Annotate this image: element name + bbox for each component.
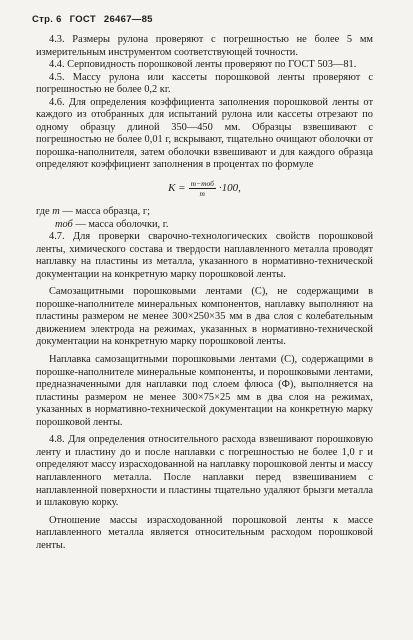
- paragraph-4-7-self-shielded: Самозащитными порошковыми лентами (С), не содержащими в порошке-наполнителе минеральных компонентов, наплавку выполняют на пластины размером не менее 300×250×35 мм в два слоя с колебательным движением электрода на режимах, указанных в нормативно-технической документации на конкретную марку порошковой ленты.: [36, 286, 373, 348]
- where-m-description: — масса образца, г;: [62, 206, 150, 218]
- where-mob-row: [36, 219, 373, 232]
- formula-lhs: K =: [168, 182, 186, 195]
- where-mob-description: — масса оболочки, г.: [75, 218, 169, 230]
- standard-label: ГОСТ: [69, 14, 96, 25]
- where-intro: где: [36, 206, 50, 218]
- formula-fraction: [189, 179, 216, 198]
- paragraph-4-7-flux: Наплавка самозащитными порошковыми лентами (С), содержащими в порошке-наполнителе минеральные компоненты, и порошковыми лентами, предназначенными для наплавки под слоем флюса (Ф), выполняется на пластины размером не менее 300×75×25 мм в два слоя на режимах, указанных в нормативно-технической документации на конкретную марку порошковой ленты.: [36, 354, 373, 428]
- paragraph-4-6: 4.6. Для определения коэффициента заполнения порошковой ленты от каждого из отобранных для испытаний рулона или кассеты отрезают по одному образцу длиной 350—450 мм. Образцы взвешивают с погрешностью не более 0,01 г, вскрывают, тщательно очищают оболочки от порошка-наполнителя, затем оболочки взвешивают и для каждого образца определяют коэффициент заполнения в процентах по формуле: [36, 96, 373, 171]
- fill-coefficient-formula: [36, 174, 373, 202]
- paragraph-4-3: 4.3. Размеры рулона проверяют с погрешностью не более 5 мм измерительным инструментом соответствующей точности.: [36, 34, 373, 58]
- paragraph-4-8: 4.8. Для определения относительного расхода взвешивают порошковую ленту и пластину до и после наплавки с погрешностью не более 1,0 г и определяют массу израсходованной на наплавку порошковой ленты и массу наплавленного металла. После наплавки перед взвешиванием с наплавленной поверхности и пластины тщательно удаляют брызги металла и шлаковую корку.: [36, 434, 373, 509]
- page-header: [32, 14, 373, 25]
- paragraph-4-8-ratio: Отношение массы израсходованной порошковой ленты к массе наплавленного металла является относительным расходом порошковой ленты.: [36, 514, 373, 551]
- formula-numerator: m−mоб: [190, 178, 214, 188]
- where-m-symbol: m: [52, 206, 60, 218]
- standard-number: 26467—85: [103, 14, 153, 25]
- formula-denominator: m: [199, 188, 205, 198]
- paragraph-4-5: 4.5. Массу рулона или кассеты порошковой ленты проверяют с погрешностью не более 0,2 кг.: [36, 71, 373, 96]
- page-number: Стр. 6: [32, 14, 62, 25]
- formula-rhs: ·100,: [218, 182, 241, 195]
- where-m-row: [36, 206, 373, 219]
- paragraph-4-4: 4.4. Серповидность порошковой ленты проверяют по ГОСТ 503—81.: [49, 59, 357, 71]
- paragraph-4-7: 4.7. Для проверки сварочно-технологических свойств порошковой ленты, химического состава и твердости наплавленного металла проводят наплавку на пластины из металла, указанного в нормативно-технической документации на конкретную марку порошковой ленты.: [36, 231, 373, 280]
- where-mob-symbol: mоб: [55, 218, 73, 230]
